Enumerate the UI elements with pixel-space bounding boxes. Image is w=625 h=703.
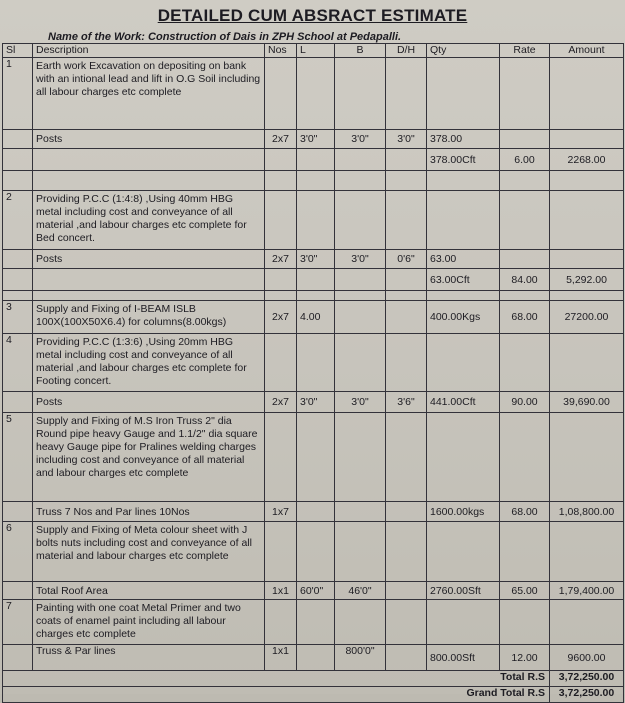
total-value: 3,72,250.00 xyxy=(550,671,624,687)
table-row xyxy=(3,522,624,582)
item-sub: Truss 7 Nos and Par lines 10Nos xyxy=(33,502,265,522)
item-rate: 65.00 xyxy=(500,582,550,600)
item-dh: 3'6" xyxy=(386,392,427,413)
table-row xyxy=(3,58,624,130)
item-sl: 4 xyxy=(3,334,33,392)
item-amount: 2268.00 xyxy=(550,149,624,171)
item-b: 3'0" xyxy=(335,392,386,413)
item-nos: 2x7 xyxy=(265,130,297,149)
item-rate: 6.00 xyxy=(500,149,550,171)
item-amount: 39,690.00 xyxy=(550,392,624,413)
table-row xyxy=(3,334,624,392)
item-b: 800'0" xyxy=(335,645,386,671)
item-amount: 1,79,400.00 xyxy=(550,582,624,600)
item-qty: 2760.00Sft xyxy=(427,582,500,600)
item-rate: 68.00 xyxy=(500,301,550,334)
item-description: Painting with one coat Metal Primer and two coats of enamel paint including all labour charges etc complete xyxy=(33,600,265,645)
item-rate: 90.00 xyxy=(500,392,550,413)
item-dh: 3'0" xyxy=(386,130,427,149)
item-sl: 5 xyxy=(3,413,33,502)
col-rate: Rate xyxy=(500,44,550,58)
item-nos: 1x7 xyxy=(265,502,297,522)
item-description: Earth work Excavation on depositing on bank with an intional lead and lift in O.G Soil including all labour charges etc complete xyxy=(33,58,265,130)
item-amount: 9600.00 xyxy=(550,645,624,671)
item-l: 3'0" xyxy=(297,130,335,149)
item-sub: Posts xyxy=(33,130,265,149)
item-qty: 800.00Sft xyxy=(427,645,500,671)
estimate-table xyxy=(2,43,624,703)
col-nos: Nos xyxy=(265,44,297,58)
item-nos: 2x7 xyxy=(265,250,297,269)
col-dh: D/H xyxy=(386,44,427,58)
grand-total-value: 3,72,250.00 xyxy=(550,687,624,703)
table-row xyxy=(3,149,624,171)
item-sub: Posts xyxy=(33,392,265,413)
item-amount: 1,08,800.00 xyxy=(550,502,624,522)
col-b: B xyxy=(335,44,386,58)
item-l: 3'0" xyxy=(297,250,335,269)
item-l: 60'0" xyxy=(297,582,335,600)
table-row xyxy=(3,645,624,671)
table-row xyxy=(3,130,624,149)
item-sl: 2 xyxy=(3,191,33,250)
item-description: Supply and Fixing of I-BEAM ISLB 100X(100X50X6.4) for columns(8.00kgs) xyxy=(33,301,265,334)
item-dh: 0'6" xyxy=(386,250,427,269)
item-b: 3'0" xyxy=(335,250,386,269)
col-amount: Amount xyxy=(550,44,624,58)
header-row xyxy=(3,44,624,58)
item-qty: 400.00Kgs xyxy=(427,301,500,334)
col-description: Description xyxy=(33,44,265,58)
item-sl: 6 xyxy=(3,522,33,582)
item-amount: 5,292.00 xyxy=(550,269,624,291)
item-total-qty: 378.00Cft xyxy=(427,149,500,171)
item-nos: 2x7 xyxy=(265,392,297,413)
table-row xyxy=(3,301,624,334)
item-qty: 441.00Cft xyxy=(427,392,500,413)
table-row xyxy=(3,269,624,291)
table-row xyxy=(3,582,624,600)
item-rate: 12.00 xyxy=(500,645,550,671)
table-row xyxy=(3,392,624,413)
document-title: DETAILED CUM ABSRACT ESTIMATE xyxy=(157,6,468,25)
item-sub: Total Roof Area xyxy=(33,582,265,600)
name-of-work: Name of the Work: Construction of Dais in ZPH School at Pedapalli. xyxy=(48,31,402,43)
item-l: 4.00 xyxy=(297,301,335,334)
item-nos: 1x1 xyxy=(265,645,297,671)
item-b: 46'0" xyxy=(335,582,386,600)
table-row xyxy=(3,502,624,522)
item-sl: 7 xyxy=(3,600,33,645)
item-qty: 378.00 xyxy=(427,130,500,149)
col-l: L xyxy=(297,44,335,58)
item-sl: 1 xyxy=(3,58,33,130)
table-row xyxy=(3,600,624,645)
item-amount: 27200.00 xyxy=(550,301,624,334)
col-sl: Sl xyxy=(3,44,33,58)
item-rate: 68.00 xyxy=(500,502,550,522)
item-nos: 1x1 xyxy=(265,582,297,600)
item-l: 3'0" xyxy=(297,392,335,413)
col-qty: Qty xyxy=(427,44,500,58)
item-description: Supply and Fixing of M.S Iron Truss 2" dia Round pipe heavy Gauge and 1.1/2" dia square heavy Gauge pipe for Pralines welding charges including cost and conveyance of all material and labour charges etc complete xyxy=(33,413,265,502)
item-sub: Posts xyxy=(33,250,265,269)
item-qty: 1600.00kgs xyxy=(427,502,500,522)
item-description: Supply and Fixing of Meta colour sheet with J bolts nuts including cost and conveyance of all material and labour charges etc complete xyxy=(33,522,265,582)
item-b: 3'0" xyxy=(335,130,386,149)
table-row xyxy=(3,413,624,502)
item-description: Providing P.C.C (1:3:6) ,Using 20mm HBG metal including cost and conveyance of all material ,and labour charges etc complete for Footing concert. xyxy=(33,334,265,392)
item-sl: 3 xyxy=(3,301,33,334)
item-qty: 63.00 xyxy=(427,250,500,269)
table-row xyxy=(3,191,624,250)
item-sub: Truss & Par lines xyxy=(33,645,265,671)
item-rate: 84.00 xyxy=(500,269,550,291)
grand-total-label: Grand Total R.S xyxy=(3,687,550,703)
item-total-qty: 63.00Cft xyxy=(427,269,500,291)
grand-total-row xyxy=(3,687,624,703)
total-label: Total R.S xyxy=(3,671,550,687)
item-description: Providing P.C.C (1:4:8) ,Using 40mm HBG metal including cost and conveyance of all material ,and labour charges etc complete for Bed concert. xyxy=(33,191,265,250)
total-row xyxy=(3,671,624,687)
table-row xyxy=(3,250,624,269)
item-nos: 2x7 xyxy=(265,301,297,334)
